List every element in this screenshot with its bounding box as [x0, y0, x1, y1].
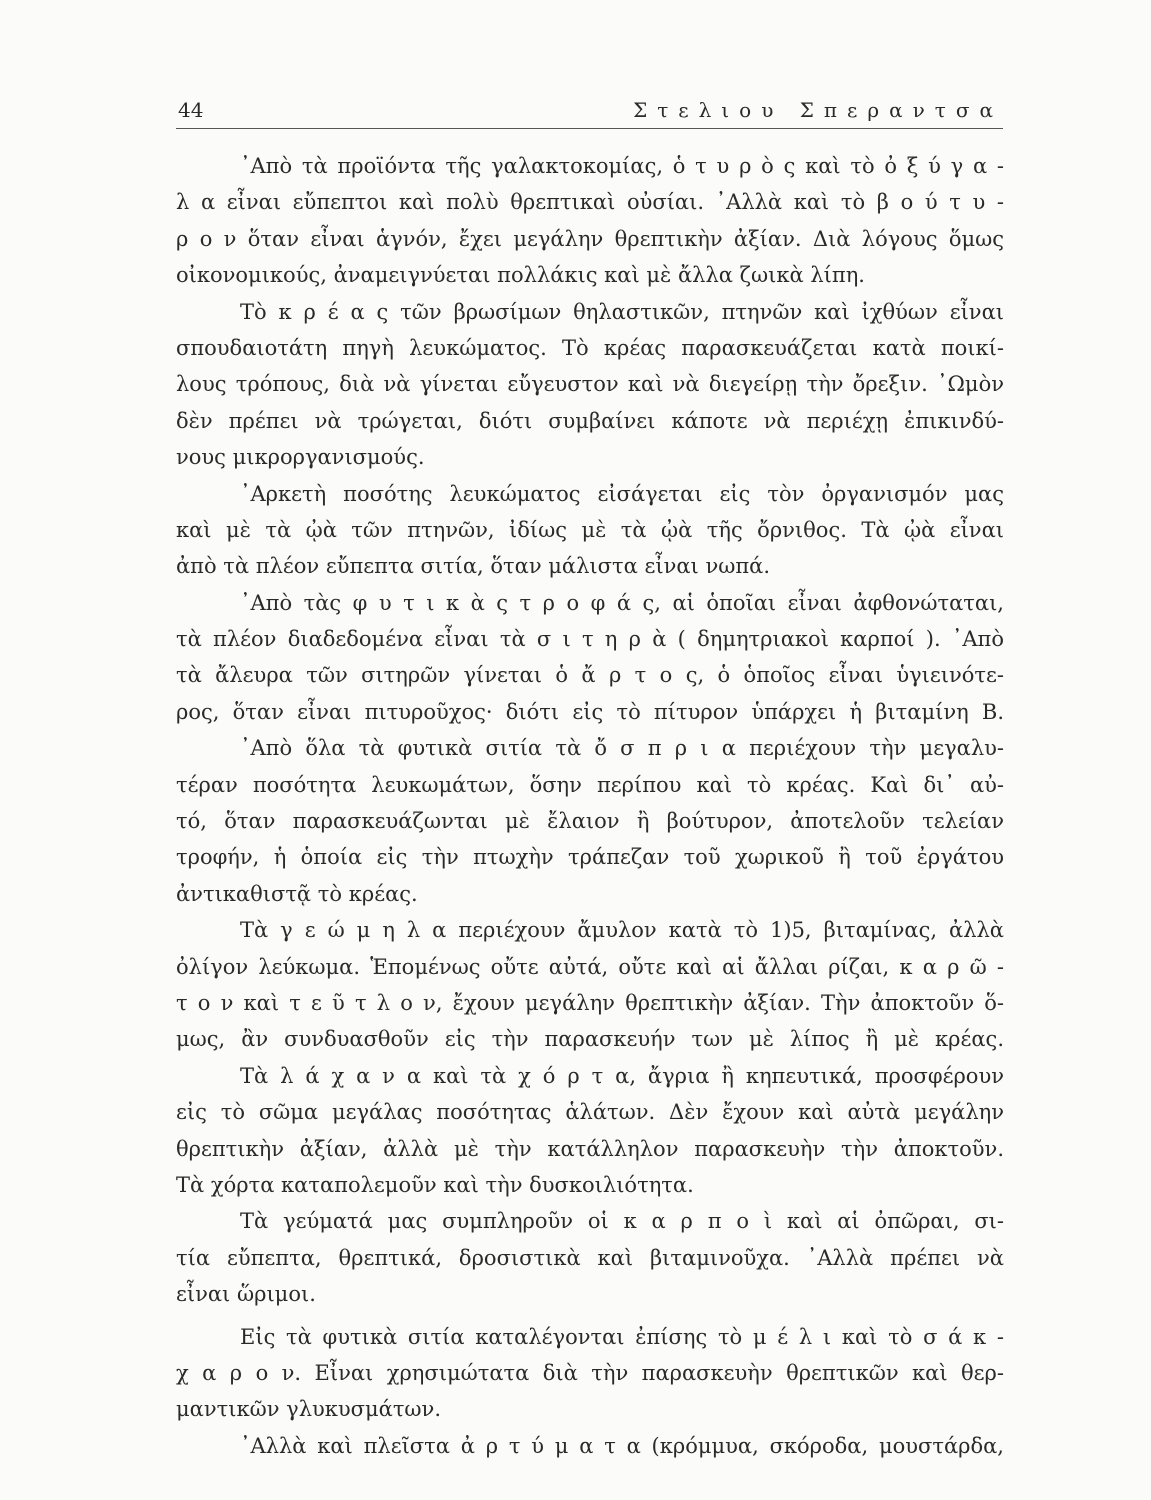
- page-number: 44: [178, 98, 204, 122]
- text-line: σπουδαιοτάτη πηγὴ λευκώματος. Τὸ κρέας παρασκευάζεται κατὰ ποικί-: [176, 335, 1004, 360]
- text-line: τροφήν, ἡ ὁποία εἰς τὴν πτωχὴν τράπεζαν τοῦ χωρικοῦ ἢ τοῦ ἐργάτου: [176, 845, 1004, 870]
- text-line: λους τρόπους, διὰ νὰ γίνεται εὔγευστον καὶ νὰ διεγείρῃ τὴν ὄρεξιν. ᾿Ωμὸν: [176, 372, 1004, 397]
- page-header: [176, 98, 1003, 129]
- text-line: καὶ μὲ τὰ ᾠὰ τῶν πτηνῶν, ἰδίως μὲ τὰ ᾠὰ τῆς ὄρνιθος. Τὰ ᾠὰ εἶναι: [176, 517, 1004, 542]
- text-line: νους μικροργανισμούς.: [176, 445, 425, 470]
- text-line: ὀλίγον λεύκωμα. Ἑπομένως οὔτε αὐτά, οὔτε καὶ αἱ ἄλλαι ρίζαι, κ α ρ ῶ -: [176, 954, 1004, 979]
- text-line: θρεπτικὴν ἀξίαν, ἀλλὰ μὲ τὴν κατάλληλον παρασκευὴν τὴν ἀποκτοῦν.: [176, 1136, 1004, 1161]
- text-line: οἰκονομικούς, ἀναμειγνύεται πολλάκις καὶ μὲ ἄλλα ζωικὰ λίπη.: [176, 263, 865, 288]
- text-line: Τὰ λ ά χ α ν α καὶ τὰ χ ό ρ τ α, ἄγρια ἢ κηπευτικά, προσφέρουν: [240, 1063, 1004, 1088]
- text-line: δὲν πρέπει νὰ τρώγεται, διότι συμβαίνει κάποτε νὰ περιέχῃ ἐπικινδύ-: [176, 408, 1004, 433]
- text-line: λ α εἶναι εὔπεπτοι καὶ πολὺ θρεπτικαὶ οὐσίαι. ᾿Αλλὰ καὶ τὸ β ο ύ τ υ -: [176, 190, 1004, 215]
- text-line: ἀπὸ τὰ πλέον εὔπεπτα σιτία, ὅταν μάλιστα εἶναι νωπά.: [176, 554, 770, 579]
- text-line: Τὰ χόρτα καταπολεμοῦν καὶ τὴν δυσκοιλιότητα.: [176, 1172, 694, 1197]
- text-line: ᾿Απὸ ὅλα τὰ φυτικὰ σιτία τὰ ὄ σ π ρ ι α περιέχουν τὴν μεγαλυ-: [240, 736, 1004, 761]
- text-line: Τὰ γεύματά μας συμπληροῦν οἱ κ α ρ π ο ὶ καὶ αἱ ὀπῶραι, σι-: [240, 1209, 1004, 1234]
- text-line: ᾿Αρκετὴ ποσότης λευκώματος εἰσάγεται εἰς τὸν ὀργανισμόν μας: [240, 481, 1004, 506]
- text-line: ᾿Απὸ τὰ προϊόντα τῆς γαλακτοκομίας, ὁ τ υ ρ ὸ ς καὶ τὸ ὀ ξ ύ γ α -: [240, 154, 1004, 178]
- text-line: τέραν ποσότητα λευκωμάτων, ὅσην περίπου καὶ τὸ κρέας. Καὶ δι᾿ αὐ-: [176, 772, 1004, 797]
- running-title: Στελιου Σπεραντσα: [633, 98, 1003, 122]
- text-line: ᾿Απὸ τὰς φ υ τ ι κ ὰ ς τ ρ ο φ ά ς, αἱ ὁποῖαι εἶναι ἀφθονώταται,: [240, 590, 1004, 615]
- body-text: [176, 148, 1004, 1464]
- text-line: μαντικῶν γλυκυσμάτων.: [176, 1397, 442, 1422]
- text-line: ρος, ὅταν εἶναι πιτυροῦχος· διότι εἰς τὸ πίτυρον ὑπάρχει ἡ βιταμίνη Β.: [176, 699, 1004, 724]
- text-line: Τὰ γ ε ώ μ η λ α περιέχουν ἄμυλον κατὰ τὸ 1)5, βιταμίνας, ἀλλὰ: [240, 918, 1004, 943]
- text-line: χ α ρ ο ν. Εἶναι χρησιμώτατα διὰ τὴν παρασκευὴν θρεπτικῶν καὶ θερ-: [176, 1360, 1004, 1385]
- text-line: ᾿Αλλὰ καὶ πλεῖστα ἀ ρ τ ύ μ α τ α (κρόμμυα, σκόροδα, μουστάρδα,: [240, 1433, 1004, 1458]
- text-line: ρ ο ν ὅταν εἶναι ἁγνόν, ἔχει μεγάλην θρεπτικὴν ἀξίαν. Διὰ λόγους ὅμως: [176, 226, 1004, 251]
- text-line: ἀντικαθιστᾷ τὸ κρέας.: [176, 881, 418, 906]
- text-line: τία εὔπεπτα, θρεπτικά, δροσιστικὰ καὶ βιταμινοῦχα. ᾿Αλλὰ πρέπει νὰ: [176, 1245, 1004, 1270]
- text-line: τό, ὅταν παρασκευάζωνται μὲ ἔλαιον ἢ βούτυρον, ἀποτελοῦν τελείαν: [176, 809, 1004, 834]
- text-line: εἶναι ὥριμοι.: [176, 1282, 316, 1307]
- text-line: τὰ πλέον διαδεδομένα εἶναι τὰ σ ι τ η ρ ὰ ( δημητριακοὶ καρποί ). ᾿Απὸ: [176, 627, 1004, 652]
- text-line: Τὸ κ ρ έ α ς τῶν βρωσίμων θηλαστικῶν, πτηνῶν καὶ ἰχθύων εἶναι: [240, 299, 1004, 324]
- text-line: Εἰς τὰ φυτικὰ σιτία καταλέγονται ἐπίσης τὸ μ έ λ ι καὶ τὸ σ ά κ -: [240, 1324, 1004, 1349]
- text-line: τὰ ἄλευρα τῶν σιτηρῶν γίνεται ὁ ἄ ρ τ ο ς, ὁ ὁποῖος εἶναι ὑγιεινότε-: [176, 663, 1004, 688]
- text-line: μως, ἂν συνδυασθοῦν εἰς τὴν παρασκευήν των μὲ λίπος ἢ μὲ κρέας.: [176, 1027, 1004, 1052]
- text-line: τ ο ν καὶ τ ε ῦ τ λ ο ν, ἔχουν μεγάλην θρεπτικὴν ἀξίαν. Τὴν ἀποκτοῦν ὅ-: [176, 990, 1004, 1015]
- text-line: εἰς τὸ σῶμα μεγάλας ποσότητας ἁλάτων. Δὲν ἔχουν καὶ αὐτὰ μεγάλην: [176, 1100, 1004, 1125]
